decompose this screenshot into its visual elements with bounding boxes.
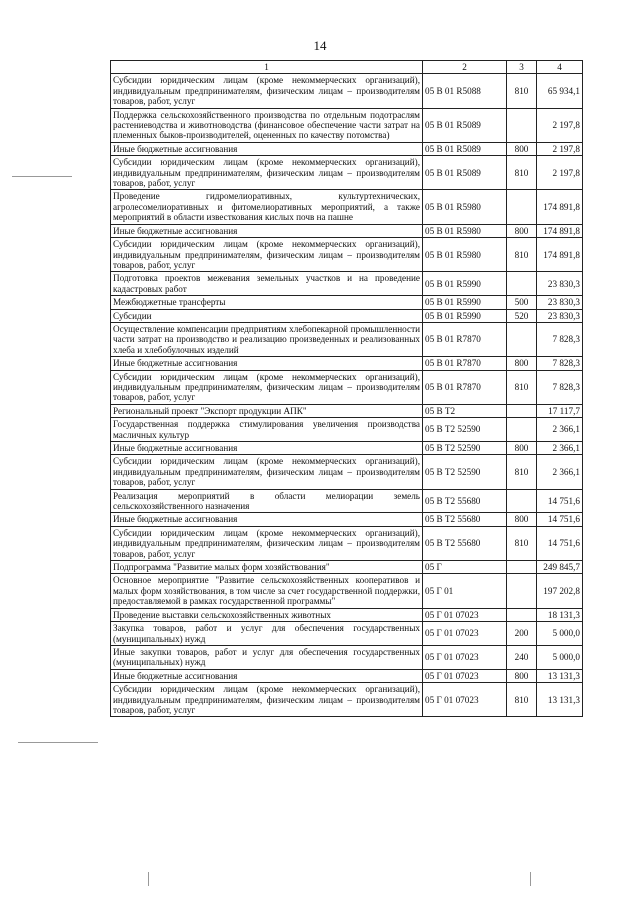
- table-row: [111, 526, 583, 560]
- cell-name: Субсидии юридическим лицам (кроме некоммерческих организаций), индивидуальным предпринимателям, физическим лицам – производителям товаров, работ, услуг: [111, 156, 423, 190]
- cell-amount: 23 830,3: [537, 296, 583, 309]
- table-row: [111, 489, 583, 513]
- column-header-2: 2: [423, 61, 507, 74]
- cell-amount: 7 828,3: [537, 357, 583, 370]
- cell-name: Иные бюджетные ассигнования: [111, 224, 423, 237]
- table-row: [111, 608, 583, 621]
- cell-amount: 174 891,8: [537, 238, 583, 272]
- scan-mark: [148, 872, 149, 886]
- cell-name: Поддержка сельскохозяйственного производства по отдельным подотраслям растениеводства и животноводства (финансовое обеспечение части затрат на племенных быков-производителей, оцененных по качеству потомства): [111, 108, 423, 142]
- cell-code: 05 В 01 R5990: [423, 296, 507, 309]
- cell-vr: [507, 108, 537, 142]
- cell-amount: 65 934,1: [537, 74, 583, 108]
- table-row: [111, 296, 583, 309]
- cell-amount: 7 828,3: [537, 322, 583, 356]
- cell-vr: [507, 190, 537, 224]
- table-row: [111, 322, 583, 356]
- column-header-4: 4: [537, 61, 583, 74]
- cell-vr: 200: [507, 622, 537, 646]
- cell-code: 05 Г 01 07023: [423, 608, 507, 621]
- cell-vr: [507, 561, 537, 574]
- cell-amount: 7 828,3: [537, 370, 583, 404]
- cell-code: 05 Г 01 07023: [423, 645, 507, 669]
- cell-name: Региональный проект "Экспорт продукции АПК": [111, 404, 423, 417]
- cell-name: Межбюджетные трансферты: [111, 296, 423, 309]
- cell-name: Иные бюджетные ассигнования: [111, 442, 423, 455]
- cell-code: 05 В Т2 52590: [423, 442, 507, 455]
- cell-code: 05 В Т2 55680: [423, 489, 507, 513]
- cell-code: 05 В Т2 55680: [423, 526, 507, 560]
- cell-name: Субсидии юридическим лицам (кроме некоммерческих организаций), индивидуальным предпринимателям, физическим лицам – производителям товаров, работ, услуг: [111, 683, 423, 717]
- cell-vr: [507, 574, 537, 608]
- cell-name: Иные закупки товаров, работ и услуг для обеспечения государственных (муниципальных) нужд: [111, 645, 423, 669]
- cell-amount: 2 197,8: [537, 156, 583, 190]
- cell-vr: [507, 404, 537, 417]
- cell-code: 05 Г 01: [423, 574, 507, 608]
- cell-vr: 810: [507, 455, 537, 489]
- cell-code: 05 В 01 R5088: [423, 74, 507, 108]
- cell-code: 05 В 01 R5089: [423, 108, 507, 142]
- table-row: [111, 370, 583, 404]
- cell-name: Иные бюджетные ассигнования: [111, 142, 423, 155]
- table-row: [111, 357, 583, 370]
- cell-vr: [507, 322, 537, 356]
- table-row: [111, 224, 583, 237]
- cell-name: Подготовка проектов межевания земельных участков и на проведение кадастровых работ: [111, 272, 423, 296]
- table-row: [111, 238, 583, 272]
- table-row: [111, 669, 583, 682]
- cell-vr: 810: [507, 370, 537, 404]
- cell-vr: 800: [507, 669, 537, 682]
- cell-code: 05 В 01 R5089: [423, 156, 507, 190]
- cell-name: Субсидии юридическим лицам (кроме некоммерческих организаций), индивидуальным предпринимателям, физическим лицам – производителям товаров, работ, услуг: [111, 370, 423, 404]
- cell-amount: 174 891,8: [537, 190, 583, 224]
- table-row: [111, 442, 583, 455]
- scan-mark: [12, 176, 72, 177]
- cell-vr: 810: [507, 526, 537, 560]
- cell-name: Закупка товаров, работ и услуг для обеспечения государственных (муниципальных) нужд: [111, 622, 423, 646]
- cell-amount: 174 891,8: [537, 224, 583, 237]
- cell-amount: 18 131,3: [537, 608, 583, 621]
- table-row: [111, 455, 583, 489]
- table-row: [111, 561, 583, 574]
- table-row: [111, 622, 583, 646]
- cell-name: Иные бюджетные ассигнования: [111, 669, 423, 682]
- cell-name: Государственная поддержка стимулирования увеличения производства масличных культур: [111, 418, 423, 442]
- cell-code: 05 В Т2 55680: [423, 513, 507, 526]
- cell-name: Субсидии юридическим лицам (кроме некоммерческих организаций), индивидуальным предпринимателям, физическим лицам – производителям товаров, работ, услуг: [111, 526, 423, 560]
- cell-name: Субсидии: [111, 309, 423, 322]
- cell-vr: 810: [507, 74, 537, 108]
- cell-vr: 500: [507, 296, 537, 309]
- cell-code: 05 В 01 R5089: [423, 142, 507, 155]
- table-row: [111, 574, 583, 608]
- cell-name: Субсидии юридическим лицам (кроме некоммерческих организаций), индивидуальным предпринимателям, физическим лицам – производителям товаров, работ, услуг: [111, 455, 423, 489]
- cell-code: 05 Г 01 07023: [423, 669, 507, 682]
- cell-name: Иные бюджетные ассигнования: [111, 357, 423, 370]
- table-body: [111, 74, 583, 717]
- column-header-3: 3: [507, 61, 537, 74]
- cell-code: 05 В Т2 52590: [423, 455, 507, 489]
- cell-amount: 5 000,0: [537, 645, 583, 669]
- cell-amount: 2 197,8: [537, 108, 583, 142]
- cell-name: Реализация мероприятий в области мелиорации земель сельскохозяйственного назначения: [111, 489, 423, 513]
- cell-vr: 800: [507, 142, 537, 155]
- cell-name: Субсидии юридическим лицам (кроме некоммерческих организаций), индивидуальным предпринимателям, физическим лицам – производителям товаров, работ, услуг: [111, 74, 423, 108]
- table-row: [111, 683, 583, 717]
- table-row: [111, 272, 583, 296]
- cell-amount: 5 000,0: [537, 622, 583, 646]
- cell-vr: [507, 489, 537, 513]
- cell-name: Иные бюджетные ассигнования: [111, 513, 423, 526]
- cell-vr: 800: [507, 357, 537, 370]
- table-row: [111, 108, 583, 142]
- scan-mark: [18, 742, 98, 743]
- cell-amount: 2 197,8: [537, 142, 583, 155]
- table-row: [111, 645, 583, 669]
- cell-code: 05 Г 01 07023: [423, 683, 507, 717]
- cell-code: 05 В 01 R5980: [423, 224, 507, 237]
- cell-vr: [507, 608, 537, 621]
- page-number: 14: [313, 38, 327, 53]
- table-row: [111, 190, 583, 224]
- table-row: [111, 309, 583, 322]
- cell-vr: 810: [507, 238, 537, 272]
- cell-vr: [507, 272, 537, 296]
- cell-code: 05 Г 01 07023: [423, 622, 507, 646]
- table-row: [111, 513, 583, 526]
- table-row: [111, 74, 583, 108]
- cell-vr: 520: [507, 309, 537, 322]
- cell-code: 05 Г: [423, 561, 507, 574]
- cell-amount: 2 366,1: [537, 418, 583, 442]
- scan-mark: [530, 872, 531, 886]
- cell-code: 05 В 01 R7870: [423, 370, 507, 404]
- cell-amount: 23 830,3: [537, 272, 583, 296]
- table-row: [111, 142, 583, 155]
- cell-vr: [507, 418, 537, 442]
- cell-code: 05 В 01 R5990: [423, 272, 507, 296]
- cell-vr: 800: [507, 513, 537, 526]
- table-header-row: [111, 61, 583, 74]
- cell-amount: 249 845,7: [537, 561, 583, 574]
- table-row: [111, 404, 583, 417]
- cell-amount: 17 117,7: [537, 404, 583, 417]
- cell-vr: 810: [507, 156, 537, 190]
- cell-amount: 14 751,6: [537, 526, 583, 560]
- cell-amount: 197 202,8: [537, 574, 583, 608]
- cell-code: 05 В 01 R7870: [423, 357, 507, 370]
- cell-amount: 2 366,1: [537, 442, 583, 455]
- cell-code: 05 В Т2: [423, 404, 507, 417]
- cell-name: Осуществление компенсации предприятиям хлебопекарной промышленности части затрат на производство и реализацию произведенных и реализованных хлеба и хлебобулочных изделий: [111, 322, 423, 356]
- cell-name: Проведение выставки сельскохозяйственных животных: [111, 608, 423, 621]
- cell-name: Субсидии юридическим лицам (кроме некоммерческих организаций), индивидуальным предпринимателям, физическим лицам – производителям товаров, работ, услуг: [111, 238, 423, 272]
- cell-name: Проведение гидромелиоративных, культуртехнических, агролесомелиоративных и фитомелиоративных мероприятий, а также мероприятий в области известкования кислых почв на пашне: [111, 190, 423, 224]
- cell-name: Основное мероприятие "Развитие сельскохозяйственных кооперативов и малых форм хозяйствования, в том числе за счет государственной поддержки, предоставляемой в рамках государственной программы": [111, 574, 423, 608]
- cell-amount: 14 751,6: [537, 489, 583, 513]
- cell-amount: 14 751,6: [537, 513, 583, 526]
- cell-code: 05 В 01 R5990: [423, 309, 507, 322]
- cell-code: 05 В 01 R5980: [423, 238, 507, 272]
- cell-name: Подпрограмма "Развитие малых форм хозяйствования": [111, 561, 423, 574]
- cell-vr: 810: [507, 683, 537, 717]
- cell-code: 05 В Т2 52590: [423, 418, 507, 442]
- cell-vr: 800: [507, 442, 537, 455]
- cell-code: 05 В 01 R5980: [423, 190, 507, 224]
- table-row: [111, 418, 583, 442]
- cell-amount: 13 131,3: [537, 669, 583, 682]
- cell-amount: 23 830,3: [537, 309, 583, 322]
- column-header-1: 1: [111, 61, 423, 74]
- table-row: [111, 156, 583, 190]
- cell-vr: 800: [507, 224, 537, 237]
- cell-amount: 13 131,3: [537, 683, 583, 717]
- cell-amount: 2 366,1: [537, 455, 583, 489]
- cell-vr: 240: [507, 645, 537, 669]
- budget-table: [110, 60, 583, 717]
- cell-code: 05 В 01 R7870: [423, 322, 507, 356]
